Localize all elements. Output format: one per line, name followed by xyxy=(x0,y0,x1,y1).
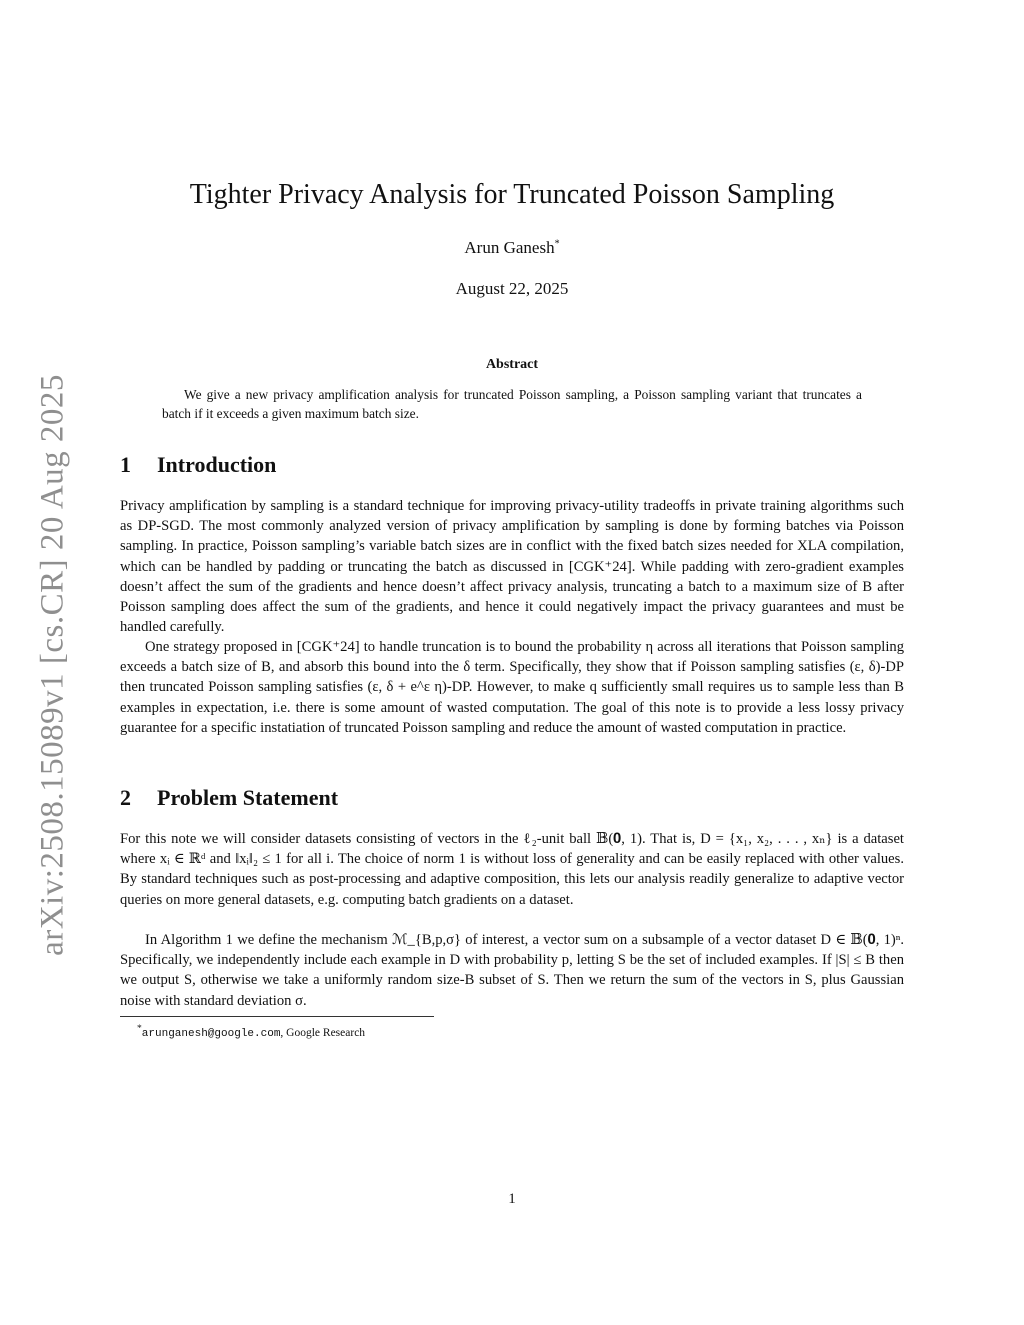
page-number: 1 xyxy=(508,1191,516,1207)
arxiv-identifier: arXiv:2508.15089v1 [cs.CR] 20 Aug 2025 xyxy=(34,374,71,956)
section-heading-problem-statement xyxy=(120,785,338,811)
paragraph: In Algorithm 1 we define the mechanism ℳ_{B,p,σ} of interest, a vector sum on a subsample of a vector dataset D ∈ 𝔹(𝟎, 1)ⁿ. Specifically, we independently include each example in D with probability p, letting S be the set of included examples. If |S| ≤ B then we output S, otherwise we take a uniformly random size-B subset of S. Then we return the sum of the vectors in S, plus Gaussian noise with standard deviation σ. xyxy=(120,932,904,1009)
abstract-text: We give a new privacy amplification analysis for truncated Poisson sampling, a Poisson sampling variant that truncates a batch if it exceeds a given maximum batch size. xyxy=(162,387,862,421)
paper-title: Tighter Privacy Analysis for Truncated Poisson Sampling xyxy=(189,179,835,210)
section-title: Introduction xyxy=(157,452,277,477)
footnote-affiliation: , Google Research xyxy=(280,1026,366,1039)
arxiv-sidebar xyxy=(33,370,73,960)
abstract-heading: Abstract xyxy=(485,357,539,372)
paragraph: For this note we will consider datasets consisting of vectors in the ℓ₂-unit ball 𝔹(𝟎, 1). That is, D = {x₁, x₂, . . . , xₙ} is a dataset where xᵢ ∈ ℝᵈ and ‖xᵢ‖₂ ≤ 1 for all i. The choice of norm 1 is without loss of generality and can be easily replaced with other values. By standard techniques such as post-processing and adaptive composition, this lets our analysis readily generalize to adaptive vector queries on more general datasets, e.g. computing batch gradients on a dataset. xyxy=(120,831,904,908)
paragraph: Privacy amplification by sampling is a standard technique for improving privacy-utility tradeoffs in private training algorithms such as DP-SGD. The most commonly analyzed version of privacy amplification by sampling is done by forming batches via Poisson sampling. In practice, Poisson sampling’s variable batch sizes are in conflict with the fixed batch sizes needed for XLA compilation, which can be handled by padding or truncating the batch as discussed in [CGK⁺24]. While padding with zero-gradient examples doesn’t affect the sum of the gradients and hence doesn’t affect privacy analysis, truncating a batch to a maximum size of B after Poisson sampling does affect the sum of the gradients, and hence it could negatively impact the privacy guarantees and must be handled carefully. xyxy=(120,498,904,636)
paper-date: August 22, 2025 xyxy=(455,279,569,298)
section-number: 1 xyxy=(120,452,131,477)
footnote-email: arunganesh@google.com xyxy=(141,1027,281,1040)
section-heading-introduction xyxy=(120,452,276,478)
footnote-rule xyxy=(120,1016,434,1017)
section-title: Problem Statement xyxy=(157,785,339,810)
section-number: 2 xyxy=(120,785,131,810)
paragraph: One strategy proposed in [CGK⁺24] to handle truncation is to bound the probability η across all iterations that Poisson sampling exceeds a batch size of B, and absorb this bound into the δ term. Specifically, they show that if Poisson sampling satisfies (ε, δ)-DP then truncated Poisson sampling satisfies (ε, δ + e^ε η)-DP. However, to make q sufficiently small requires us to sample less than B examples in expectation, i.e. there is some amount of wasted computation. The goal of this note is to provide a less lossy privacy guarantee for a specific instatiation of truncated Poisson sampling and reduce the amount of wasted computation in practice. xyxy=(120,639,904,736)
author-line xyxy=(0,238,1024,258)
author-footnote-mark: * xyxy=(554,238,560,250)
author-name: Arun Ganesh xyxy=(464,238,555,257)
footnote xyxy=(137,1021,365,1042)
footnote-mark: * xyxy=(137,1023,142,1034)
